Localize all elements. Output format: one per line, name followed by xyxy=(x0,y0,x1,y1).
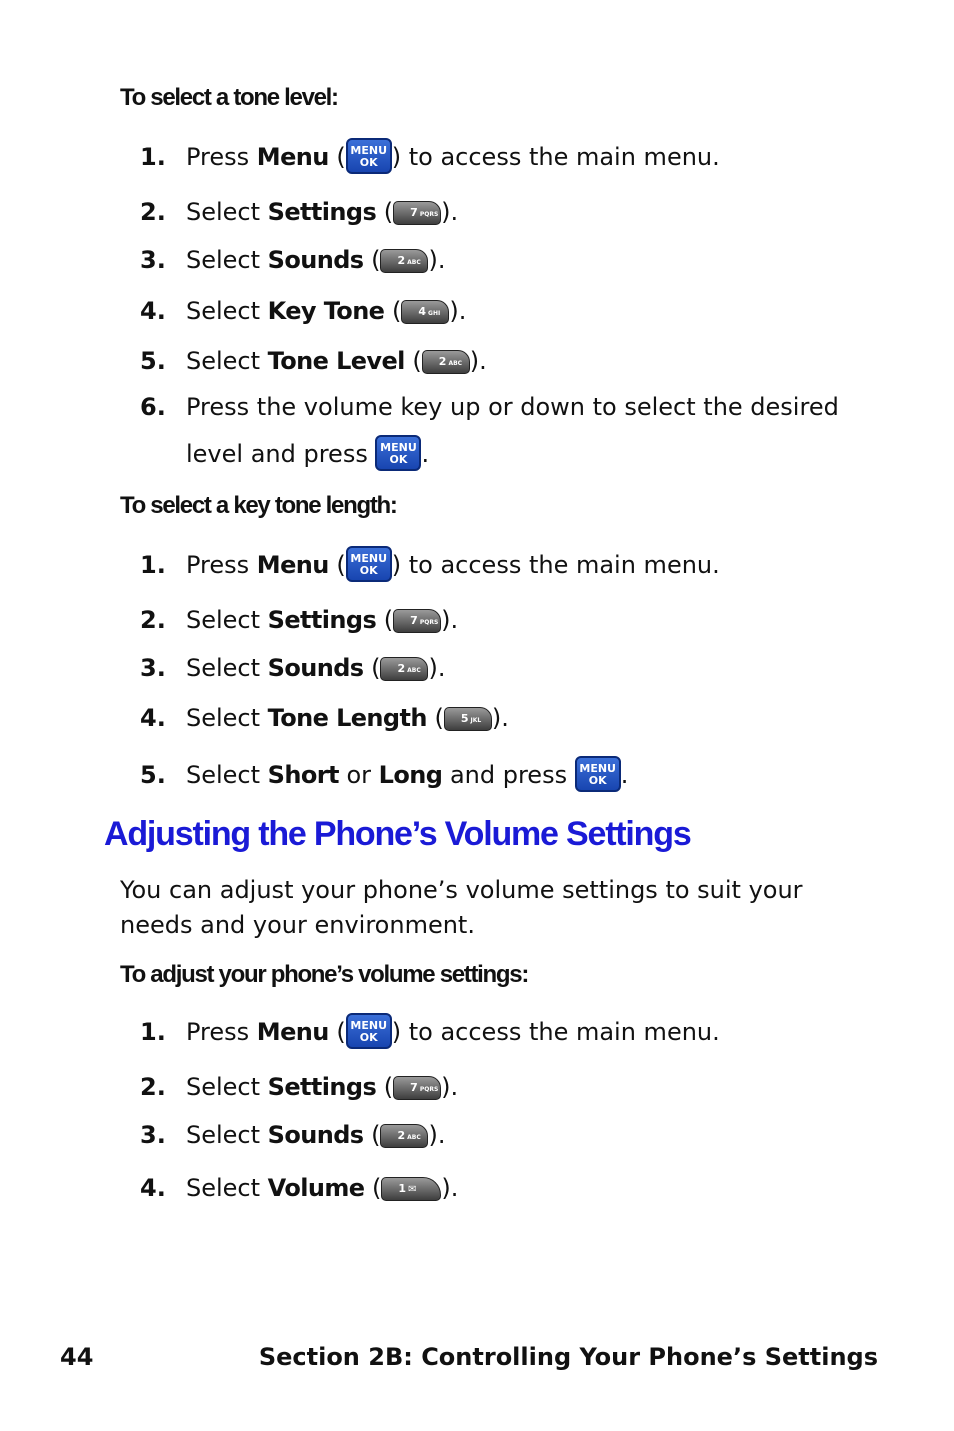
key-sublabel: GHI xyxy=(428,310,441,317)
key-2-icon xyxy=(422,350,470,374)
step-item xyxy=(140,1118,880,1152)
step-item xyxy=(140,1015,880,1049)
key-label: 2 xyxy=(438,355,447,368)
menu-label: Sounds xyxy=(267,654,364,682)
key-sublabel: PQRS xyxy=(419,211,439,218)
key-sublabel: ABC xyxy=(448,360,463,367)
step-text: Select xyxy=(186,297,268,325)
step-number: 4. xyxy=(140,297,166,325)
key-label: 7 xyxy=(410,1081,418,1094)
step-item xyxy=(140,140,880,174)
step-text: Select xyxy=(186,1174,268,1202)
step-text: Press the volume key up or down to select the desired xyxy=(186,393,839,421)
key-sublabel: JKL xyxy=(470,717,482,724)
step-text: ). xyxy=(441,198,459,226)
step-item xyxy=(140,390,880,424)
option-label: Short xyxy=(267,761,339,789)
step-text: Select xyxy=(186,606,268,634)
step-item xyxy=(140,195,880,229)
step-number: 2. xyxy=(140,1073,166,1101)
paren: ( xyxy=(364,1174,382,1202)
step-text: ) to access the main menu. xyxy=(391,551,720,579)
step-text: ). xyxy=(428,1121,446,1149)
menu-label: Tone Level xyxy=(267,347,405,375)
key-label: OK xyxy=(389,453,408,466)
step-text: ). xyxy=(449,297,467,325)
step-text: ) to access the main menu. xyxy=(391,1018,720,1046)
menu-label: Menu xyxy=(256,551,329,579)
menu-label: Sounds xyxy=(267,246,364,274)
key-2-icon xyxy=(380,657,428,681)
key-label: 2 xyxy=(397,662,406,675)
step-text: ) to access the main menu. xyxy=(391,143,720,171)
page-number: 44 xyxy=(60,1343,94,1371)
footer-section-title: Section 2B: Controlling Your Phone’s Settings xyxy=(258,1343,878,1371)
key-label: 4 xyxy=(418,305,427,318)
menu-label: Settings xyxy=(267,1073,377,1101)
step-number: 1. xyxy=(140,143,166,171)
key-label: MENU xyxy=(350,552,388,565)
step-item xyxy=(140,1070,880,1104)
menu-label: Settings xyxy=(267,606,377,634)
step-text: ). xyxy=(491,704,509,732)
step-number: 3. xyxy=(140,1121,166,1149)
paren: ( xyxy=(376,606,394,634)
paren: ( xyxy=(328,1018,346,1046)
key-7-icon xyxy=(393,201,441,225)
key-label: OK xyxy=(359,156,378,169)
step-item xyxy=(140,243,880,277)
paren: ( xyxy=(384,297,402,325)
paren: ( xyxy=(426,704,444,732)
key-label: 1 xyxy=(398,1182,407,1195)
menu-label: Volume xyxy=(267,1174,365,1202)
step-number: 2. xyxy=(140,606,166,634)
step-text: Select xyxy=(186,347,268,375)
key-label: 7 xyxy=(410,206,418,219)
step-number: 1. xyxy=(140,1018,166,1046)
key-7-icon xyxy=(393,1076,441,1100)
paren: ( xyxy=(376,1073,394,1101)
menu-label: Sounds xyxy=(267,1121,364,1149)
procedure-heading: To select a key tone length: xyxy=(120,492,397,519)
step-text: or xyxy=(338,761,379,789)
menu-ok-key-icon xyxy=(375,435,421,471)
step-number: 3. xyxy=(140,654,166,682)
menu-label: Tone Length xyxy=(267,704,427,732)
key-sublabel: ABC xyxy=(407,1134,421,1141)
paren: ( xyxy=(376,198,394,226)
step-text: ). xyxy=(441,606,459,634)
key-label: 7 xyxy=(410,614,418,627)
key-label: OK xyxy=(588,774,607,787)
option-label: Long xyxy=(378,761,443,789)
key-label: 2 xyxy=(397,254,406,267)
key-label: OK xyxy=(359,564,378,577)
paren: ( xyxy=(328,143,346,171)
step-text: ). xyxy=(428,654,446,682)
key-label: MENU xyxy=(579,762,616,775)
menu-label: Settings xyxy=(267,198,377,226)
key-label: MENU xyxy=(350,1019,388,1032)
step-text: level and press xyxy=(186,440,376,468)
step-number: 3. xyxy=(140,246,166,274)
key-label: MENU xyxy=(350,144,388,157)
paren: ( xyxy=(363,1121,381,1149)
key-5-icon xyxy=(444,707,492,731)
section-title: Adjusting the Phone’s Volume Settings xyxy=(104,815,691,853)
menu-label: Menu xyxy=(256,1018,329,1046)
key-sublabel: PQRS xyxy=(419,1086,439,1093)
step-text: Select xyxy=(186,198,268,226)
paren: ( xyxy=(328,551,346,579)
menu-ok-key-icon xyxy=(575,756,621,792)
procedure-heading: To select a tone level: xyxy=(120,84,338,111)
step-item xyxy=(140,701,880,735)
step-item xyxy=(140,344,880,378)
envelope-icon: ✉ xyxy=(408,1184,417,1195)
paren: ( xyxy=(363,654,381,682)
key-label: MENU xyxy=(380,441,417,454)
step-item xyxy=(140,758,880,792)
paren: ( xyxy=(363,246,381,274)
key-2-icon xyxy=(380,249,428,273)
key-1-icon xyxy=(381,1177,441,1201)
step-text: Select xyxy=(186,1073,268,1101)
key-label: 5 xyxy=(460,712,469,725)
step-number: 4. xyxy=(140,704,166,732)
key-2-icon xyxy=(380,1124,428,1148)
paren: ( xyxy=(404,347,422,375)
step-text: Select xyxy=(186,1121,268,1149)
intro-paragraph: You can adjust your phone’s volume settings to suit your needs and your environment. xyxy=(120,876,803,939)
step-number: 1. xyxy=(140,551,166,579)
step-text: ). xyxy=(441,1174,459,1202)
step-text: . xyxy=(620,761,629,789)
step-continuation xyxy=(186,437,429,471)
step-text: Press xyxy=(186,551,257,579)
step-item xyxy=(140,1171,880,1205)
step-text: . xyxy=(421,440,430,468)
step-text: ). xyxy=(469,347,487,375)
menu-ok-key-icon xyxy=(346,138,392,174)
step-number: 5. xyxy=(140,761,166,789)
step-item xyxy=(140,548,880,582)
key-label: 2 xyxy=(397,1129,406,1142)
step-item xyxy=(140,603,880,637)
menu-label: Menu xyxy=(256,143,329,171)
step-text: Press xyxy=(186,1018,257,1046)
key-sublabel: ABC xyxy=(407,667,421,674)
step-item xyxy=(140,651,880,685)
menu-ok-key-icon xyxy=(346,1013,392,1049)
step-text: ). xyxy=(441,1073,459,1101)
step-number: 2. xyxy=(140,198,166,226)
step-item xyxy=(140,294,880,328)
key-sublabel: ABC xyxy=(407,259,421,266)
key-sublabel: PQRS xyxy=(419,619,439,626)
step-text: Select xyxy=(186,246,268,274)
key-7-icon xyxy=(393,609,441,633)
procedure-heading: To adjust your phone’s volume settings: xyxy=(120,961,529,988)
step-text: ). xyxy=(428,246,446,274)
step-text: Select xyxy=(186,654,268,682)
step-number: 5. xyxy=(140,347,166,375)
step-number: 6. xyxy=(140,393,166,421)
menu-ok-key-icon xyxy=(346,546,392,582)
key-label: OK xyxy=(359,1031,378,1044)
key-4-icon xyxy=(401,300,449,324)
step-text: Select xyxy=(186,761,268,789)
step-text: Select xyxy=(186,704,268,732)
step-text: and press xyxy=(442,761,575,789)
step-text: Press xyxy=(186,143,257,171)
step-number: 4. xyxy=(140,1174,166,1202)
menu-label: Key Tone xyxy=(267,297,385,325)
